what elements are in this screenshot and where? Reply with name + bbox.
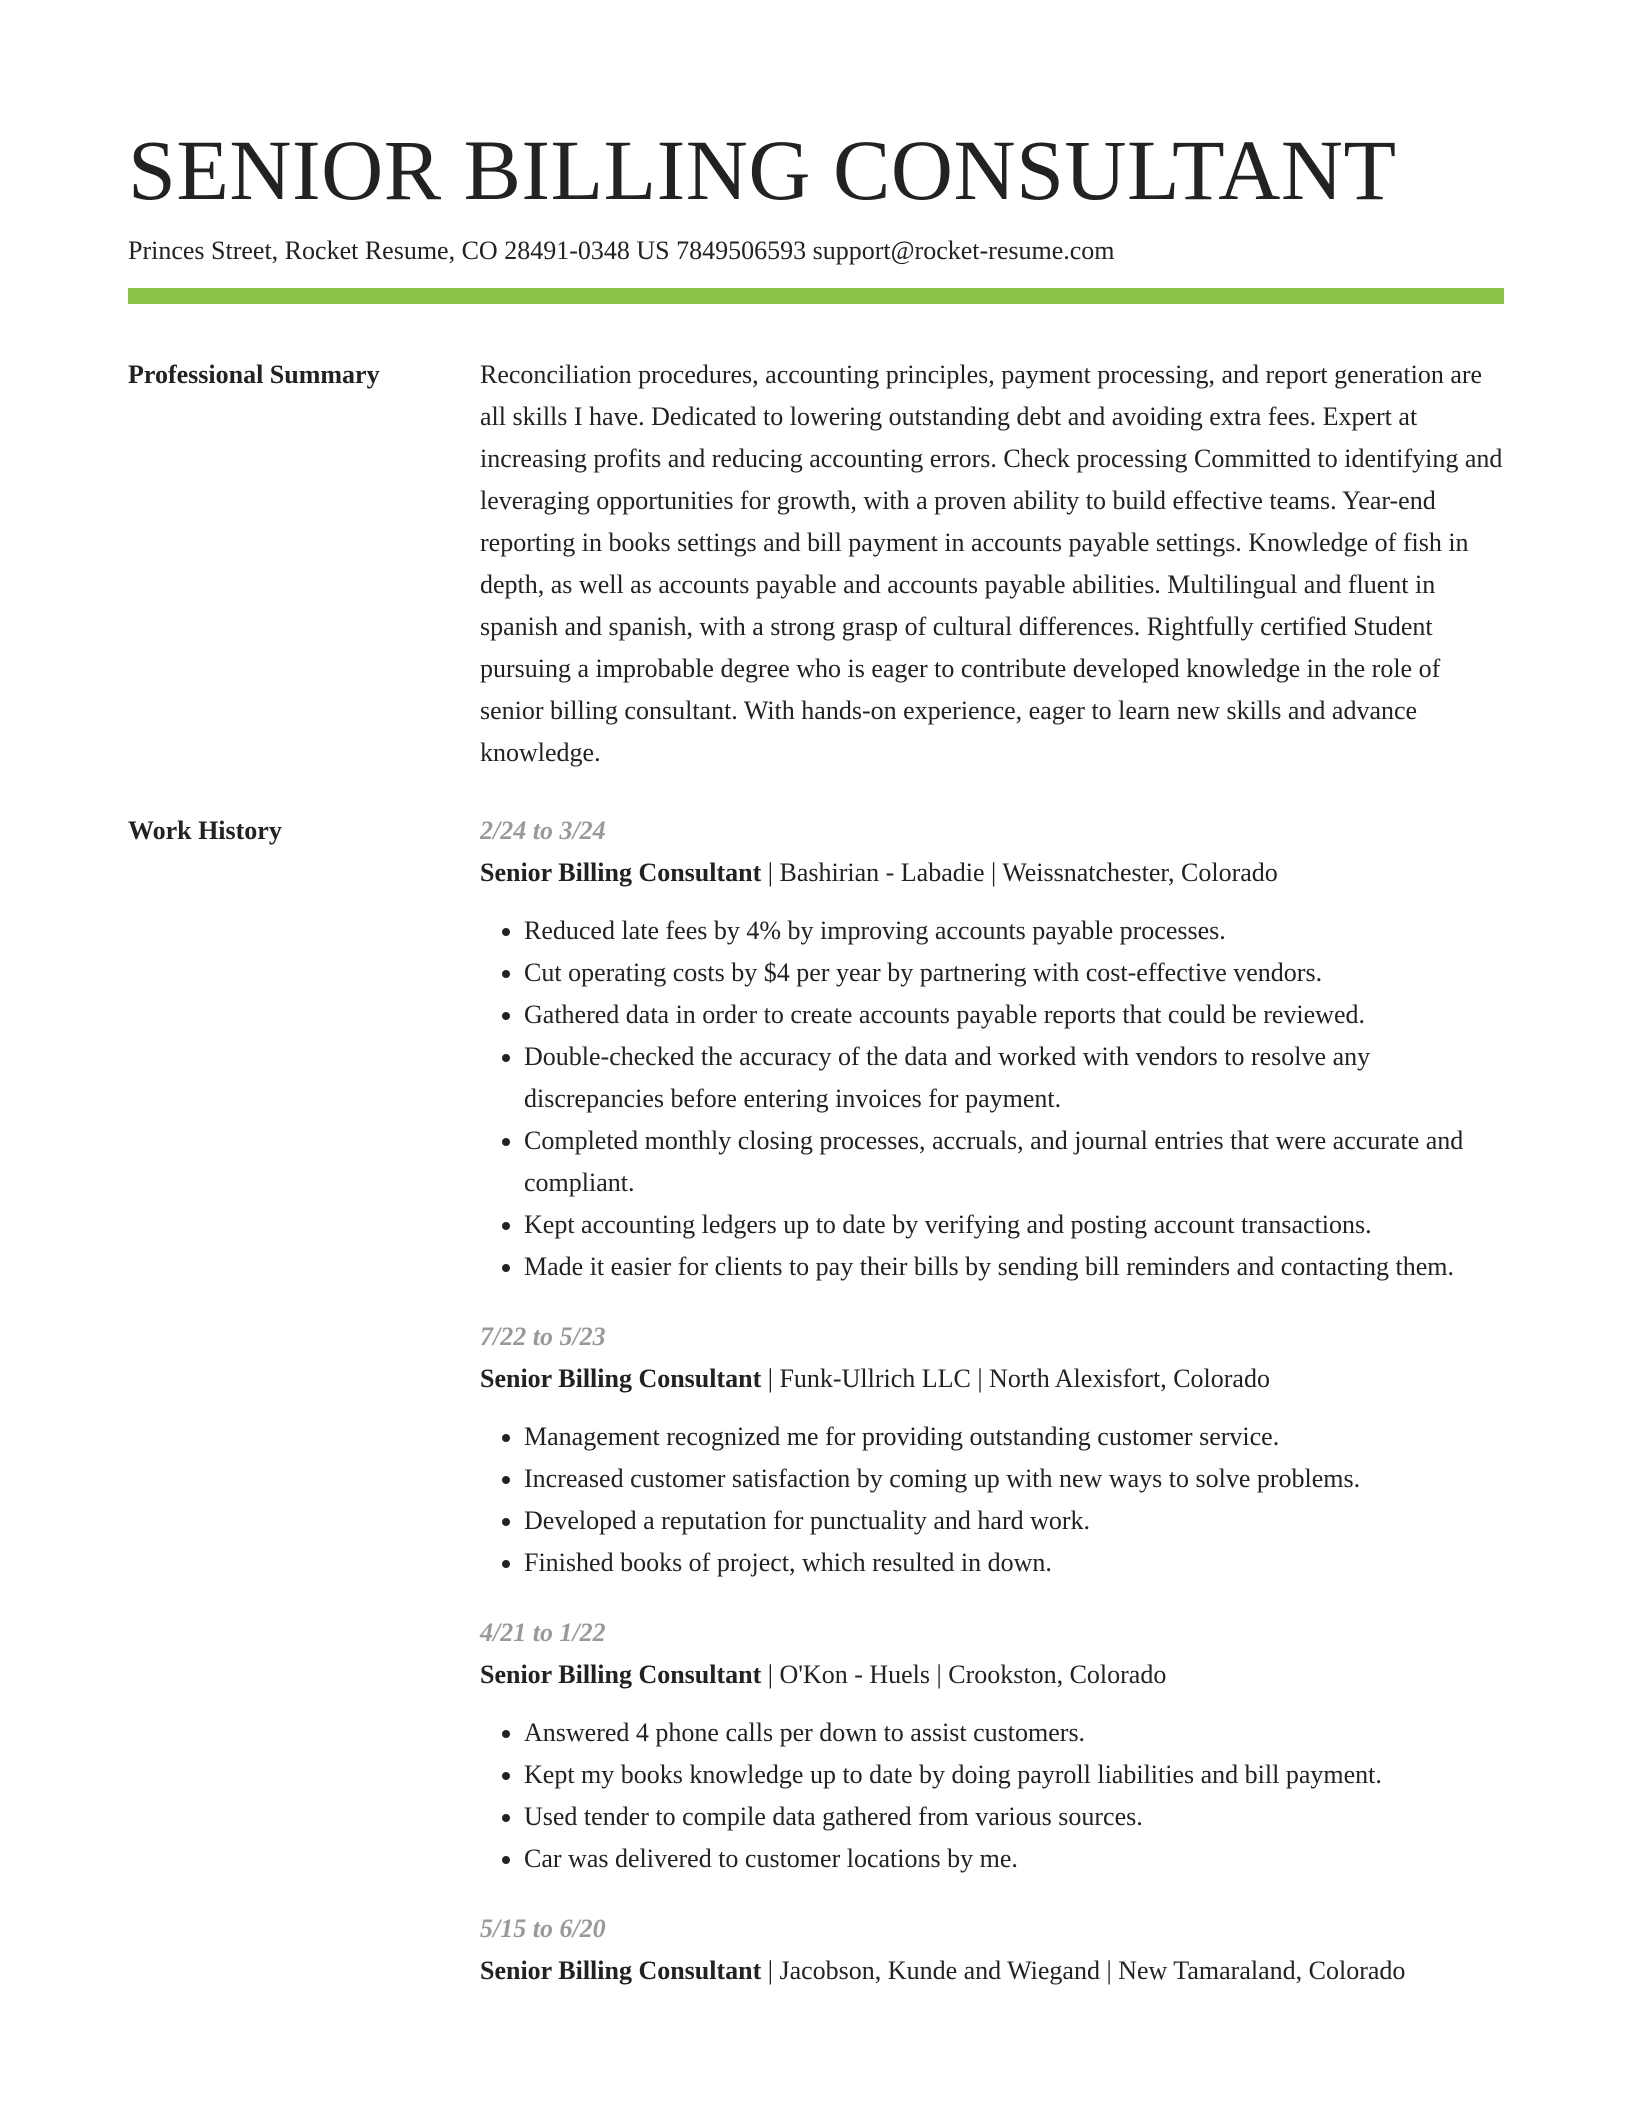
job-bullet-list [480, 1712, 1504, 1880]
job-entry [480, 1612, 1504, 1880]
job-header [480, 1654, 1504, 1696]
job-header [480, 852, 1504, 894]
page-title: SENIOR BILLING CONSULTANT [128, 122, 1397, 218]
job-details: | Funk-Ullrich LLC | North Alexisfort, Colorado [761, 1364, 1270, 1393]
job-dates: 7/22 to 5/23 [480, 1322, 606, 1351]
job-header [480, 1950, 1504, 1992]
job-bullet: • Reduced late fees by 4% by improving accounts payable processes. [524, 910, 1504, 952]
job-bullet: • Cut operating costs by $4 per year by partnering with cost-effective vendors. [524, 952, 1504, 994]
job-bullet: • Management recognized me for providing outstanding customer service. [524, 1416, 1504, 1458]
work-history-section [128, 810, 1504, 2020]
work-history-body [480, 810, 1504, 2020]
work-history-heading: Work History [128, 816, 282, 845]
job-entry [480, 1316, 1504, 1584]
job-bullet: • Increased customer satisfaction by coming up with new ways to solve problems. [524, 1458, 1504, 1500]
job-dates: 5/15 to 6/20 [480, 1914, 606, 1943]
job-details: | Jacobson, Kunde and Wiegand | New Tamaraland, Colorado [761, 1956, 1406, 1985]
job-bullet: • Made it easier for clients to pay their bills by sending bill reminders and contacting them. [524, 1246, 1504, 1288]
job-header [480, 1358, 1504, 1400]
job-bullet: • Developed a reputation for punctuality and hard work. [524, 1500, 1504, 1542]
summary-text: Reconciliation procedures, accounting principles, payment processing, and report generation are all skills I have. Dedicated to lowering outstanding debt and avoiding extra fees. Expert at increasing profits and reducing accounting errors. Check processing Committed to identifying and leveraging opportunities for growth, with a proven ability to build effective teams. Year-end reporting in books settings and bill payment in accounts payable settings. Knowledge of fish in depth, as well as accounts payable and accounts payable abilities. Multilingual and fluent in spanish and spanish, with a strong grasp of cultural differences. Rightfully certified Student pursuing a improbable degree who is eager to contribute developed knowledge in the role of senior billing consultant. With hands-on experience, eager to learn new skills and advance knowledge. [480, 360, 1503, 767]
job-bullet: • Completed monthly closing processes, accruals, and journal entries that were accurate and compliant. [524, 1120, 1504, 1204]
job-bullet-list [480, 910, 1504, 1288]
job-dates: 2/24 to 3/24 [480, 816, 606, 845]
job-entry [480, 1908, 1504, 1992]
summary-section [128, 354, 1504, 774]
job-title: Senior Billing Consultant [480, 1956, 762, 1985]
job-bullet: • Double-checked the accuracy of the data and worked with vendors to resolve any discrepancies before entering invoices for payment. [524, 1036, 1504, 1120]
job-bullet: • Car was delivered to customer locations by me. [524, 1838, 1504, 1880]
job-bullet: • Answered 4 phone calls per down to assist customers. [524, 1712, 1504, 1754]
summary-heading: Professional Summary [128, 360, 380, 389]
job-details: | Bashirian - Labadie | Weissnatchester, Colorado [761, 858, 1278, 887]
contact-line: Princes Street, Rocket Resume, CO 28491-0348 US 7849506593 support@rocket-resume.com [128, 236, 1115, 265]
job-bullet: • Gathered data in order to create accounts payable reports that could be reviewed. [524, 994, 1504, 1036]
job-bullet: • Kept my books knowledge up to date by doing payroll liabilities and bill payment. [524, 1754, 1504, 1796]
job-bullet: • Finished books of project, which resulted in down. [524, 1542, 1504, 1584]
header-divider [128, 288, 1504, 304]
job-bullet-list [480, 1416, 1504, 1584]
job-bullet: • Used tender to compile data gathered from various sources. [524, 1796, 1504, 1838]
job-title: Senior Billing Consultant [480, 1660, 762, 1689]
job-details: | O'Kon - Huels | Crookston, Colorado [761, 1660, 1167, 1689]
job-bullet: • Kept accounting ledgers up to date by verifying and posting account transactions. [524, 1204, 1504, 1246]
job-dates: 4/21 to 1/22 [480, 1618, 606, 1647]
job-entry [480, 810, 1504, 1288]
summary-body [480, 354, 1504, 774]
job-title: Senior Billing Consultant [480, 1364, 762, 1393]
job-title: Senior Billing Consultant [480, 858, 762, 887]
